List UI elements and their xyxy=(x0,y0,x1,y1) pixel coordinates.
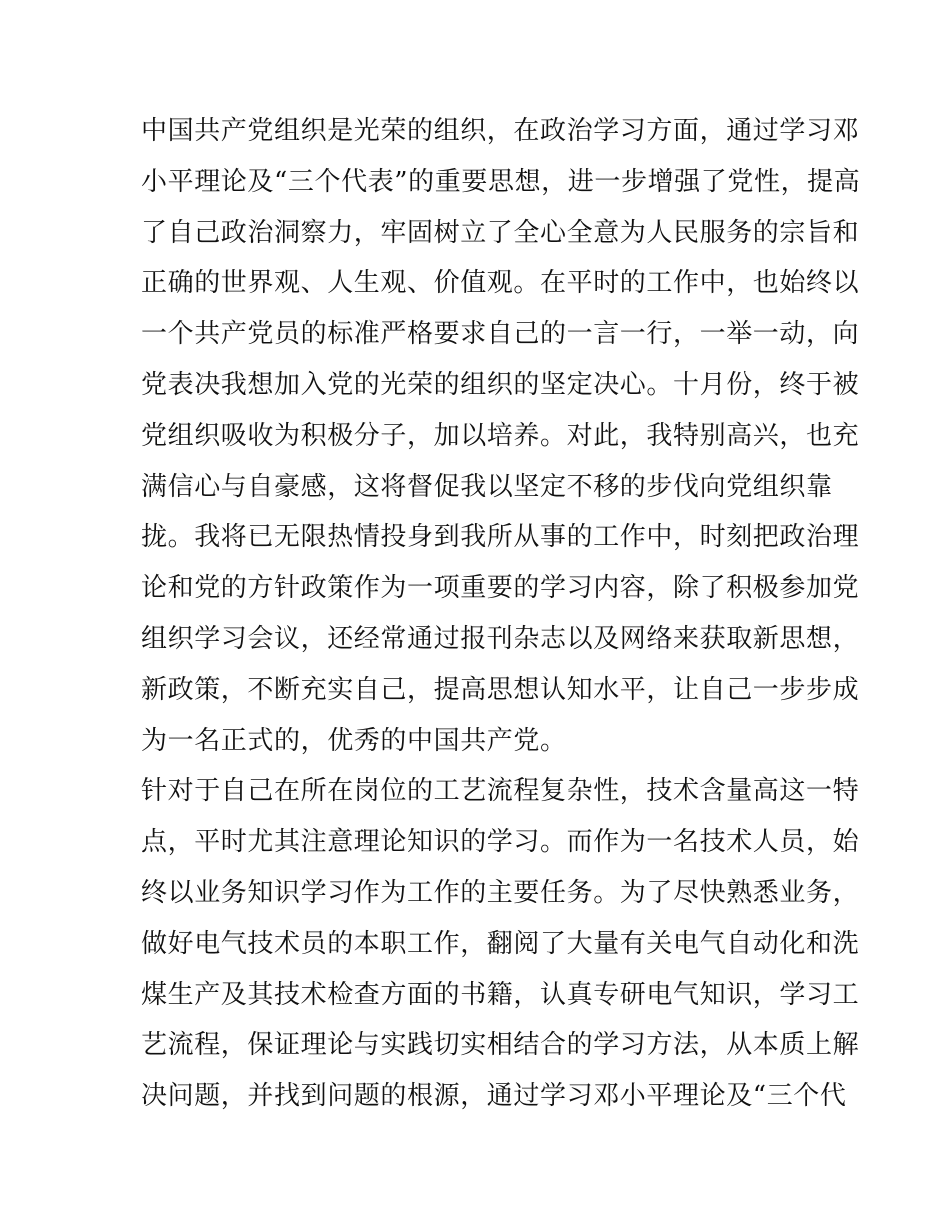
text-line: 新政策，不断充实自己，提高思想认知水平，让自己一步步成 xyxy=(141,674,860,705)
text-line: 党组织吸收为积极分子，加以培养。对此，我特别高兴，也充 xyxy=(141,420,860,451)
text-line: 小平理论及“三个代表”的重要思想，进一步增强了党性，提高 xyxy=(141,166,861,197)
text-line: 艺流程，保证理论与实践切实相结合的学习方法，从本质上解 xyxy=(141,1030,860,1061)
text-line: 中国共产党组织是光荣的组织，在政治学习方面，通过学习邓 xyxy=(141,116,860,146)
text-line: 煤生产及其技术检查方面的书籍，认真专研电气知识，学习工 xyxy=(141,979,860,1010)
text-line: 为一名正式的，优秀的中国共产党。 xyxy=(141,725,567,756)
text-line: 论和党的方针政策作为一项重要的学习内容，除了积极参加党 xyxy=(141,573,860,604)
text-line: 针对于自己在所在岗位的工艺流程复杂性，技术含量高这一特 xyxy=(141,776,860,807)
text-line: 拢。我将已无限热情投身到我所从事的工作中，时刻把政治理 xyxy=(141,522,860,553)
text-line: 决问题，并找到问题的根源，通过学习邓小平理论及“三个代 xyxy=(141,1081,847,1112)
text-line: 组织学习会议，还经常通过报刊杂志以及网络来获取新思想， xyxy=(141,623,860,654)
text-line: 正确的世界观、人生观、价值观。在平时的工作中，也始终以 xyxy=(141,268,860,299)
text-line: 做好电气技术员的本职工作，翻阅了大量有关电气自动化和洗 xyxy=(141,928,860,959)
body-text xyxy=(141,106,861,1122)
text-line: 终以业务知识学习作为工作的主要任务。为了尽快熟悉业务， xyxy=(141,877,860,908)
text-line: 一个共产党员的标准严格要求自己的一言一行，一举一动，向 xyxy=(141,319,860,350)
text-line: 点，平时尤其注意理论知识的学习。而作为一名技术人员，始 xyxy=(141,827,860,858)
text-line: 满信心与自豪感，这将督促我以坚定不移的步伐向党组织靠 xyxy=(141,471,833,502)
text-line: 了自己政治洞察力，牢固树立了全心全意为人民服务的宗旨和 xyxy=(141,217,860,248)
text-line: 党表决我想加入党的光荣的组织的坚定决心。十月份，终于被 xyxy=(141,369,860,400)
